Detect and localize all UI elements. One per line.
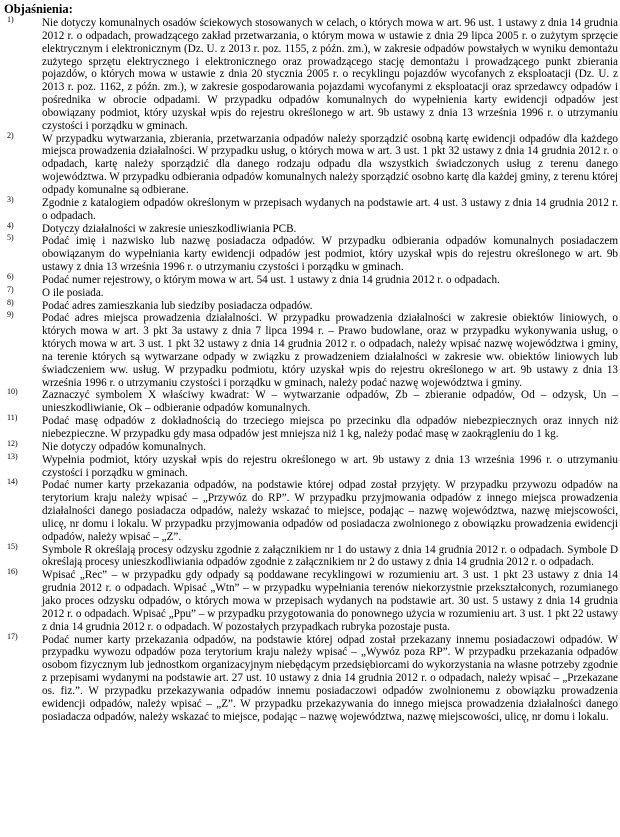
footnote-text: Zgodnie z katalogiem odpadów określonym w przepisach wydanych na podstawie art. 4 ust. 3 ustawy z dnia 14 grudnia 2012 r. o odpadach. xyxy=(42,196,618,222)
footnote-text: O ile posiada. xyxy=(42,286,104,299)
notes-list xyxy=(0,17,620,723)
footnote-item xyxy=(0,130,620,197)
footnote-number: 11) xyxy=(7,413,18,423)
footnote-text: Podać masę odpadów z dokładnością do trzeciego miejsca po przecinku dla odpadów niebezpiecznych oraz innych niż niebezpieczne. W przypadku gdy masa odpadów jest mniejsza niż 1 kg, należy podać masę w zaokrągleniu do 1 kg. xyxy=(42,415,618,440)
footnote-number: 15) xyxy=(7,541,18,551)
footnote-number: 10) xyxy=(7,387,18,397)
footnote-text: Podać adres miejsca prowadzenia działalności. W przypadku prowadzenia działalności w zakresie obiektów liniowych, o których mowa w art. 3 pkt 3a ustawy z dnia 7 lipca 1994 r. – Prawo budowlane, oraz w przypadku wykonywania usług, o których mowa w art. 3 ust. 1 pkt 32 ustawy z dnia 14 grudnia 2012 r. o odpadach, należy wpisać nazwę województwa i gminy, na terenie których są wytwarzane odpady w związku z prowadzeniem działalności w zakresie ww. obiektów liniowych lub świadczeniem ww. usług. W przypadku podmiotu, który uzyskał wpis do rejestru określonego w art. 9b ustawy z dnia 13 września 1996 r. o utrzymaniu czystości i porządku w gminach, należy podać nazwę województwa i gminy. xyxy=(42,312,618,389)
footnote-text: Zaznaczyć symbolem X właściwy kwadrat: W – wytwarzanie odpadów, Zb – zbieranie odpadów, Od – odzysk, Un – unieszkodliwianie, Ok – odbieranie odpadów komunalnych. xyxy=(42,389,618,415)
footnote-item xyxy=(0,284,620,300)
footnote-text: Podać adres zamieszkania lub siedziby posiadacza odpadów. xyxy=(42,299,313,312)
footnote-number: 5) xyxy=(7,233,14,243)
footnote-text: Wpisać „Rec” – w przypadku gdy odpady są poddawane recyklingowi w rozumieniu art. 3 ust. 1 pkt 23 ustawy z dnia 14 grudnia 2012 r. o odpadach. Wpisać „Wtn” – w przypadku wypełniania terenów niekorzystnie przekształconych, rozumianego jako proces odzysku odpadów, o których mowa w przepisach wydanych na podstawie art. 30 ust. 5 ustawy z dnia 14 grudnia 2012 r. o odpadach. Wpisać „Ppu” – w przypadku przygotowania do ponownego użycia w rozumieniu art. 3 ust. 1 pkt 22 ustawy z dnia 14 grudnia 2012 r. o odpadach. W pozostałych przypadkach rubryka pozostaje pusta. xyxy=(42,569,618,633)
footnote-item xyxy=(0,312,620,389)
footnote-number: 14) xyxy=(7,477,18,487)
footnote-number: 8) xyxy=(7,297,14,307)
footnote-item xyxy=(0,415,620,441)
footnote-item xyxy=(0,479,620,543)
footnote-item xyxy=(0,194,620,223)
footnote-item xyxy=(0,631,620,724)
footnote-text: Dotyczy działalności w zakresie unieszkodliwiania PCB. xyxy=(42,222,297,235)
footnote-item xyxy=(0,220,620,236)
footnote-item xyxy=(0,389,620,415)
footnote-number: 12) xyxy=(7,438,18,448)
footnote-number: 7) xyxy=(7,284,14,294)
notes-heading: Objaśnienia: xyxy=(4,2,73,16)
footnote-item xyxy=(0,235,620,274)
footnote-number: 17) xyxy=(7,631,18,641)
footnote-item xyxy=(0,451,620,480)
footnote-item xyxy=(0,297,620,313)
footnote-text: Podać numer rejestrowy, o którym mowa w art. 54 ust. 1 ustawy z dnia 14 grudnia 2012 r. o odpadach. xyxy=(42,273,500,286)
footnote-item xyxy=(0,438,620,454)
footnote-text: Podać imię i nazwisko lub nazwę posiadacza odpadów. W przypadku odbierania odpadów komunalnych posiadaczem obowiązanym do wypełniania karty ewidencji odpadów jest podmiot, który uzyskał wpis do rejestru określonego w art. 9b ustawy z dnia 13 września 1996 r. o utrzymaniu czystości i porządku w gminach. xyxy=(42,235,618,274)
footnote-number: 6) xyxy=(7,271,14,281)
footnote-text: Symbole R określają procesy odzysku zgodnie z załącznikiem nr 1 do ustawy z dnia 14 grudnia 2012 r. o odpadach. Symbole D określają procesy unieszkodliwiania odpadów zgodnie z załącznikiem nr 2 do ustawy z dnia 14 grudnia 2012 r. o odpadach. xyxy=(42,543,618,569)
footnote-text: Nie dotyczy komunalnych osadów ściekowych stosowanych w celach, o których mowa w art. 96 ust. 1 ustawy z dnia 14 grudnia 2012 r. o odpadach, prowadzącego zakład przetwarzania, o którym mowa w ustawie z dnia 29 lipca 2005 r. o zużytym sprzęcie elektrycznym i elektronicznym (Dz. U. z 2013 r. poz. 1155, z późn. zm.), w zakresie odpadów powstałych w wyniku demontażu zużytego sprzętu elektrycznego i elektronicznego oraz prowadzącego stację demontażu i prowadzącego punkt zbierania pojazdów, o których mowa w ustawie z dnia 20 stycznia 2005 r. o recyklingu pojazdów wycofanych z eksploatacji (Dz. U. z 2013 r. poz. 1162, z późn. zm.), w zakresie gospodarowania pojazdami wycofanymi z eksploatacji oraz sprzedawcy odpadów i pośrednika w obrocie odpadami. W przypadku odpadów komunalnych do wypełnienia karty ewidencji odpadów jest obowiązany podmiot, który uzyskał wpis do rejestru określonego w art. 9b ustawy z dnia 13 września 1996 r. o utrzymaniu czystości i porządku w gminach. xyxy=(42,17,618,132)
footnote-item xyxy=(0,569,620,633)
footnote-text: Wypełnia podmiot, który uzyskał wpis do rejestru określonego w art. 9b ustawy z dnia 13 września 1996 r. o utrzymaniu czystości i porządku w gminach. xyxy=(42,453,618,479)
footnote-number: 9) xyxy=(7,310,14,320)
footnote-text: Podać numer karty przekazania odpadów, na podstawie której odpad został przekazany innemu posiadaczowi odpadów. W przypadku wywozu odpadów poza terytorium kraju należy wpisać – „Wywóz poza RP”. W przypadku przekazania odpadów osobom fizycznym lub jednostkom organizacyjnym niebędącym przedsiębiorcami do wykorzystania na własne potrzeby zgodnie z przepisami wydanymi na podstawie art. 27 ust. 10 ustawy z dnia 14 grudnia 2012 r. o odpadach, należy wpisać – „Przekazane os. fiz.”. W przypadku przekazywania odpadów innemu posiadaczowi odpadów zwolnionemu z obowiązku prowadzenia ewidencji odpadów, należy wpisać – „Z”. W przypadku przekazywania do innego miejsca prowadzenia działalności danego posiadacza odpadów, należy wskazać to miejsce, podając – nazwę województwa, nazwę miejscowości, ulicę, nr domu i lokalu. xyxy=(42,633,618,723)
footnote-number: 3) xyxy=(7,194,14,204)
footnote-number: 16) xyxy=(7,567,18,577)
footnote-number: 2) xyxy=(7,130,14,140)
footnote-text: Podać numer karty przekazania odpadów, na podstawie której odpad został przyjęty. W przypadku przywozu odpadów na terytorium kraju należy wpisać – „Przywóz do RP”. W przypadku przyjmowania odpadów z innego miejsca prowadzenia działalności danego posiadacza odpadów, należy wskazać to miejsce, podając – nazwę województwa, nazwę miejscowości, ulicę, nr domu i lokalu. W przypadku przyjmowania odpadów od posiadacza zwolnionego z obowiązku prowadzenia ewidencji odpadów, należy wpisać – „Z”. xyxy=(42,479,618,543)
footnote-number: 13) xyxy=(7,451,18,461)
footnote-number: 1) xyxy=(7,15,14,24)
footnote-item xyxy=(0,17,620,133)
footnote-text: Nie dotyczy odpadów komunalnych. xyxy=(42,440,206,453)
footnote-item xyxy=(0,541,620,570)
footnote-item xyxy=(0,271,620,287)
footnote-text: W przypadku wytwarzania, zbierania, przetwarzania odpadów należy sporządzić osobną kartę ewidencji odpadów dla każdego miejsca prowadzenia działalności. W przypadku usług, o których mowa w art. 3 ust. 1 pkt 32 ustawy z dnia 14 grudnia 2012 r. o odpadach, kartę należy sporządzić dla danego rodzaju odpadu dla wszystkich świadczonych usług z terenu danego województwa. W przypadku odbierania odpadów komunalnych należy sporządzić osobno kartę dla każdej gminy, z terenu której odpady komunalne są odbierane. xyxy=(42,132,618,196)
footnote-number: 4) xyxy=(7,220,14,230)
